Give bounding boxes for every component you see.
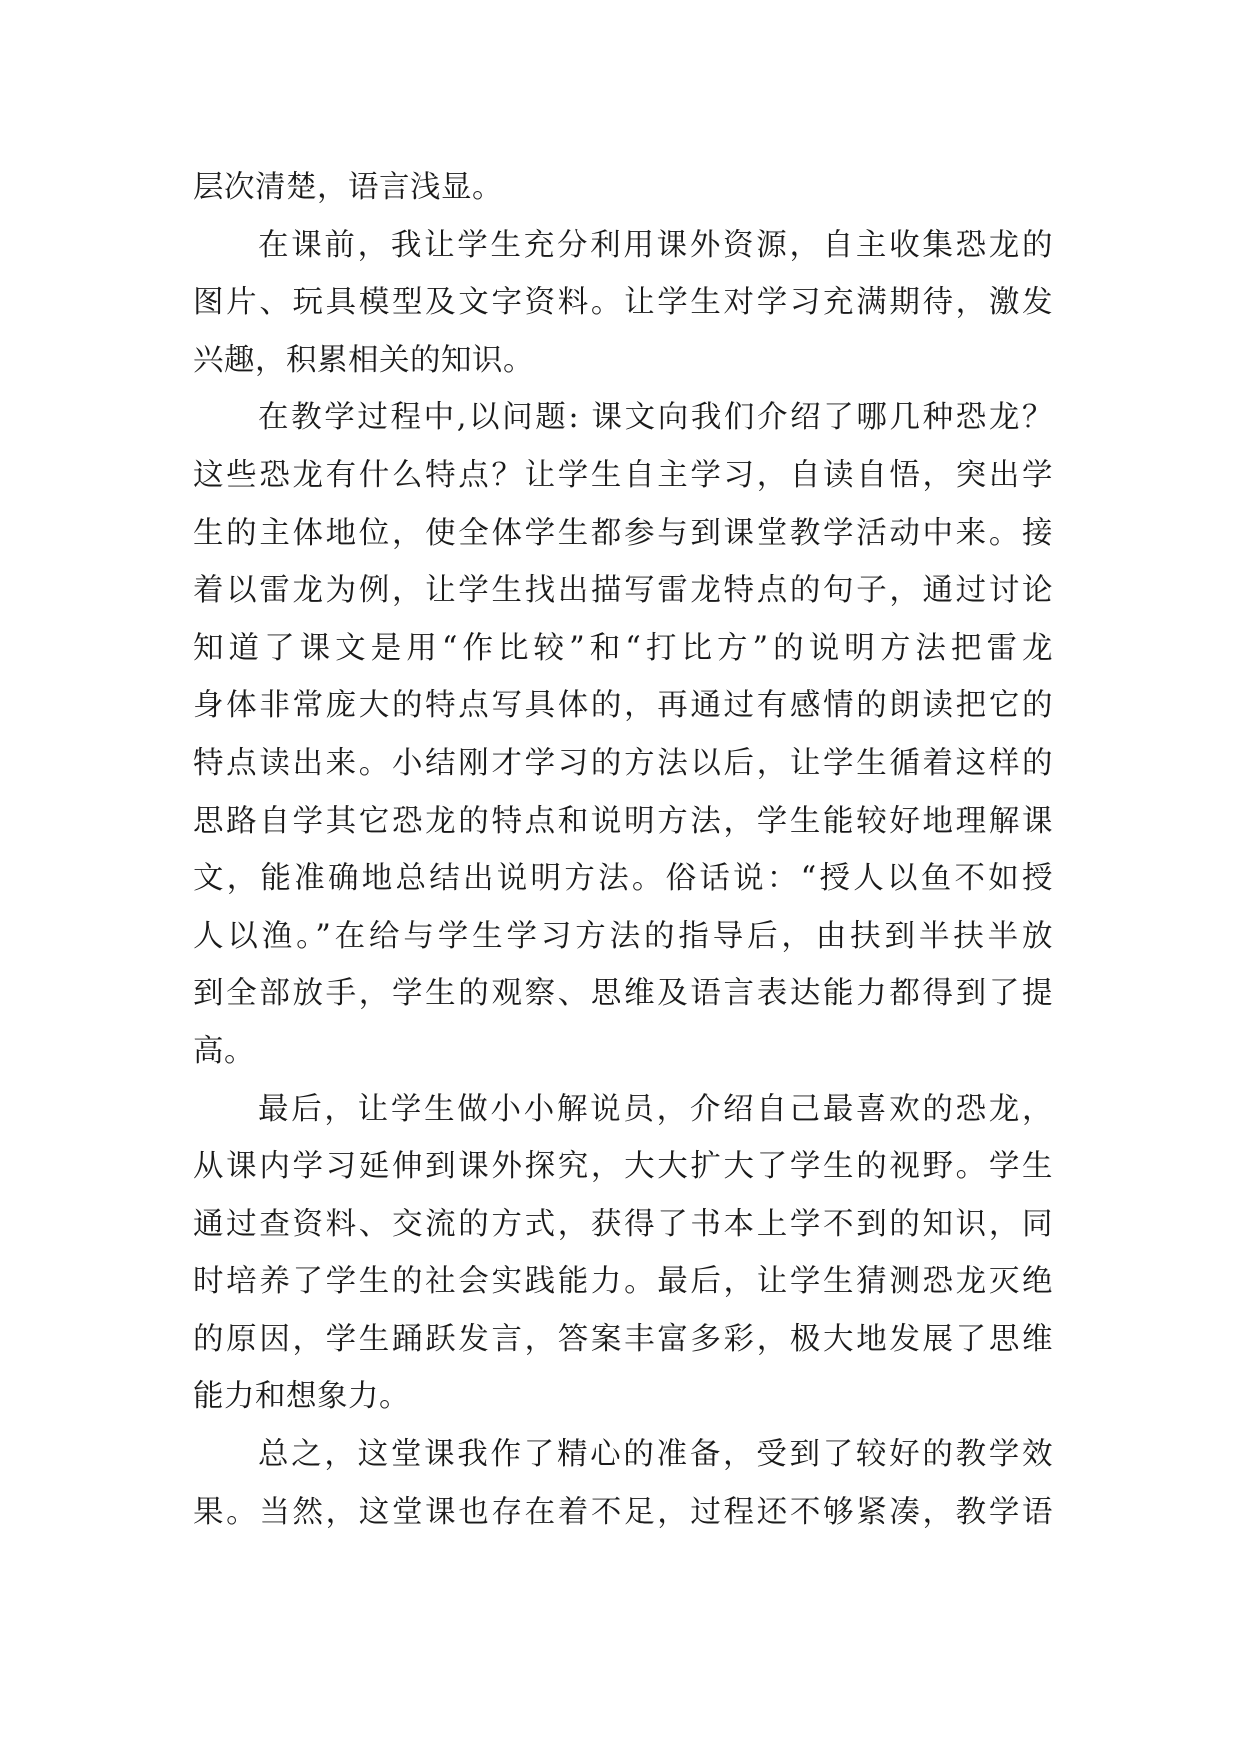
paragraph-3-line-5: 知道了课文是用“作比较”和“打比方”的说明方法把雷龙 [193,630,1053,666]
paragraph-3-line-3: 生的主体地位，使全体学生都参与到课堂教学活动中来。接 [193,515,1053,551]
paragraph-2-line-1: 在课前，我让学生充分利用课外资源，自主收集恐龙的 [258,227,1053,263]
paragraph-5-line-1: 总之，这堂课我作了精心的准备，受到了较好的教学效 [258,1437,1053,1473]
paragraph-4-line-6: 能力和想象力。 [193,1379,410,1415]
paragraph-4-line-4: 时培养了学生的社会实践能力。最后，让学生猜测恐龙灭绝 [193,1264,1053,1300]
paragraph-3-line-2: 这些恐龙有什么特点？让学生自主学习，自读自悟，突出学 [193,457,1053,493]
paragraph-2-line-2: 图片、玩具模型及文字资料。让学生对学习充满期待，激发 [193,285,1053,321]
paragraph-3-line-8: 思路自学其它恐龙的特点和说明方法，学生能较好地理解课 [193,803,1053,839]
paragraph-3-line-10: 人以渔。”在给与学生学习方法的指导后，由扶到半扶半放 [193,918,1053,954]
paragraph-3-line-1: 在教学过程中,以问题: 课文向我们介绍了哪几种恐龙？ [258,400,1053,436]
paragraph-3-line-12: 高。 [193,1033,255,1069]
paragraph-1-line-1: 层次清楚，语言浅显。 [193,170,503,205]
paragraph-5-line-2: 果。当然，这堂课也存在着不足，过程还不够紧凑，教学语 [193,1494,1053,1530]
paragraph-4-line-2: 从课内学习延伸到课外探究，大大扩大了学生的视野。学生 [193,1149,1053,1185]
paragraph-4-line-1: 最后，让学生做小小解说员，介绍自己最喜欢的恐龙， [258,1091,1053,1127]
paragraph-3-line-6: 身体非常庞大的特点写具体的，再通过有感情的朗读把它的 [193,688,1053,724]
paragraph-3-line-11: 到全部放手，学生的观察、思维及语言表达能力都得到了提 [193,976,1053,1012]
paragraph-4-line-5: 的原因，学生踊跃发言，答案丰富多彩，极大地发展了思维 [193,1321,1053,1357]
paragraph-3-line-4: 着以雷龙为例，让学生找出描写雷龙特点的句子，通过讨论 [193,573,1053,609]
paragraph-4-line-3: 通过查资料、交流的方式，获得了书本上学不到的知识，同 [193,1206,1053,1242]
paragraph-3-line-7: 特点读出来。小结刚才学习的方法以后，让学生循着这样的 [193,745,1053,781]
paragraph-2-line-3: 兴趣，积累相关的知识。 [193,342,534,378]
body-text [193,159,1053,1541]
paragraph-3-line-9: 文，能准确地总结出说明方法。俗话说：“授人以鱼不如授 [193,861,1053,897]
